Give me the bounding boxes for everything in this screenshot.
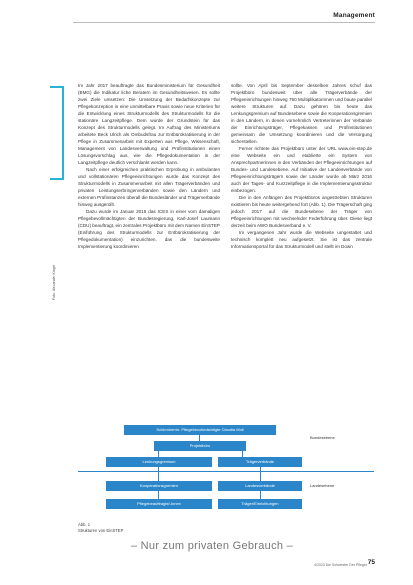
connector bbox=[158, 491, 159, 499]
page-number: 75 bbox=[367, 559, 375, 566]
diagram-patron-box: Schirmherrin: Pflegebevollmächtigte Claudia Moll bbox=[124, 425, 276, 435]
diagram-representatives-box: Pflegebeauftragte/-innen bbox=[106, 499, 212, 509]
diagram-steering-box: Lenkungsgremium bbox=[106, 457, 212, 467]
diagram-carrier-box: Trägerverbände bbox=[218, 457, 302, 467]
paragraph: Im Jahr 2017 beauftragte das Bundesministerium für Gesundheit (BMG) die Indikatur liche Beratern im Gesundheitswesen. Es sollte zwei Ziele umsetzen: Die Umsetzung der Bedarfskonzepte zur Pflegekonzeption in eine unmittelbare Praxis sowie neue Kriterien für die Entwicklung eines Strukturmodells des Strukturmodells für die stationäre Langzeitpflege. Dem wurde der Grundstein für das Konzept des Strukturmodells gelegt. Im Auftrag des Ministeriums arbeitete Beck Ulrich als Ombudsfrau zur Entbürokratisierung in der Pflege in Zusammenarbeit mit Experten aus Pflege, Wissenschaft, Management von Landesverwaltung und Prüfinstitutionen einen Lösungsvorschlag aus, wie die Pflegedokumentation in der Langzeitpflege deutlich verschlankt werden kann. bbox=[78, 83, 220, 165]
connector bbox=[260, 467, 261, 481]
paragraph: Dazu wurde im Januar 2015 das ICES in einer vom damaligen Pflegebevollmächtigten der Bundesregierung, Karl-Josef Laumann (CDU) beauftragt, ein zentrales Projektbüro mit dem Namen EinSTEP (Einführung des Strukturmodells zur Entbürokratisierung der Pflegedokumentation) einzurichten, das die bundesweite Implementierung koordinieren bbox=[78, 209, 220, 249]
paragraph: Im vergangenen Jahr wurde die Webseite umgestaltet und technisch komplett neu aufgesetzt. Sie ist das zentrale Informationsportal für das Strukturmodell und stellt im Down bbox=[231, 230, 372, 249]
bracket-bottom-line bbox=[50, 178, 64, 180]
caption-text: Strukturen von EinSTEP bbox=[78, 528, 124, 533]
paragraph: Nach einer erfolgreichen praktischen Erprobung in ambulanten und vollstationären Pflegeeinrichtungen wurde das Konzept des Strukturmodells in Zusammenarbeit mit allen Trägerverbänden und privaten Leistungserbringerverbänden sowie den Ländern und externen Prüfinstanzen überall die Bundesländer und Trägerverbände hinweg ausgerollt. bbox=[78, 167, 220, 207]
paragraph: sollte. Von April bis September desselben Jahres schuf das Projektbüro bundesweit über alle Trägerverbände der Pflegeeinrichtungen hinweg 750 Multiplikatorinnen und baute parallel weitere Strukturen auf. Dazu gehören bis heute das Lenkungsgremium auf Bundesebene sowie die Kooperationsgremien in den Ländern, in denen vornehmlich Vertreterinnen der Verbände der Einrichtungsträger, Pflegekassen und Prüfinstitutionen gemeinsam die Umsetzung koordinieren und die Versorgung sicherstellen. bbox=[231, 83, 372, 144]
figure-caption bbox=[78, 522, 123, 534]
connector bbox=[158, 467, 159, 481]
article-column-right bbox=[231, 82, 372, 250]
journal-issue: 4/2023 Die Schwester Der Pfleger bbox=[314, 563, 367, 567]
paragraph: Ferner richtete das Projektbüro unter der URL www.ein-step.de eine Webseite ein und etablierte ein System von Ansprechpartnerinnen in den Verbänden der Pflegeeinrichtungen auf Bundes- und Landesebene. Auf Initiative der Landesverbände von Pflegeeinrichtungsträgern sowie der Länder wurde ab März 2016 auch der Tages- und Kurzzeitpflege in die Implementierungsstruktur einbezogen. bbox=[231, 146, 372, 193]
diagram-cooperation-box: Kooperationsgremien bbox=[106, 481, 212, 491]
section-title: Management bbox=[333, 12, 375, 19]
header-divider bbox=[73, 22, 375, 23]
level-divider bbox=[78, 471, 374, 472]
diagram-state-assoc-box: Landesverbände bbox=[218, 481, 302, 491]
connector bbox=[260, 491, 261, 499]
state-level-label: Landesebene bbox=[310, 483, 335, 488]
paragraph: Die in den Anfängen des Projektbüros angestrebten Strukturen existieren bis heute weitergehend fort (Abb. 1). Die Trägerschaft ging jedoch 2017 auf die Bundesebene der Träger von Pflegeeinrichtungen mit wechselnder Federführung über. Diese liegt derzeit beim AWO Bundesverband e. V. bbox=[231, 195, 372, 228]
article-column-left bbox=[78, 82, 220, 250]
caption-number: Abb. 1 bbox=[78, 522, 91, 527]
private-use-watermark: – Nur zum privaten Gebrauch – bbox=[130, 540, 294, 552]
structure-diagram bbox=[78, 423, 374, 521]
federal-level-label: Bundesebene bbox=[310, 435, 335, 440]
photo-credit: Foto: Alexander Kiegel bbox=[52, 264, 56, 300]
diagram-facilities-box: Träger/Einrichtungen bbox=[218, 499, 302, 509]
diagram-office-box: Projektbüro bbox=[154, 441, 246, 451]
bracket-side-line bbox=[62, 86, 64, 180]
